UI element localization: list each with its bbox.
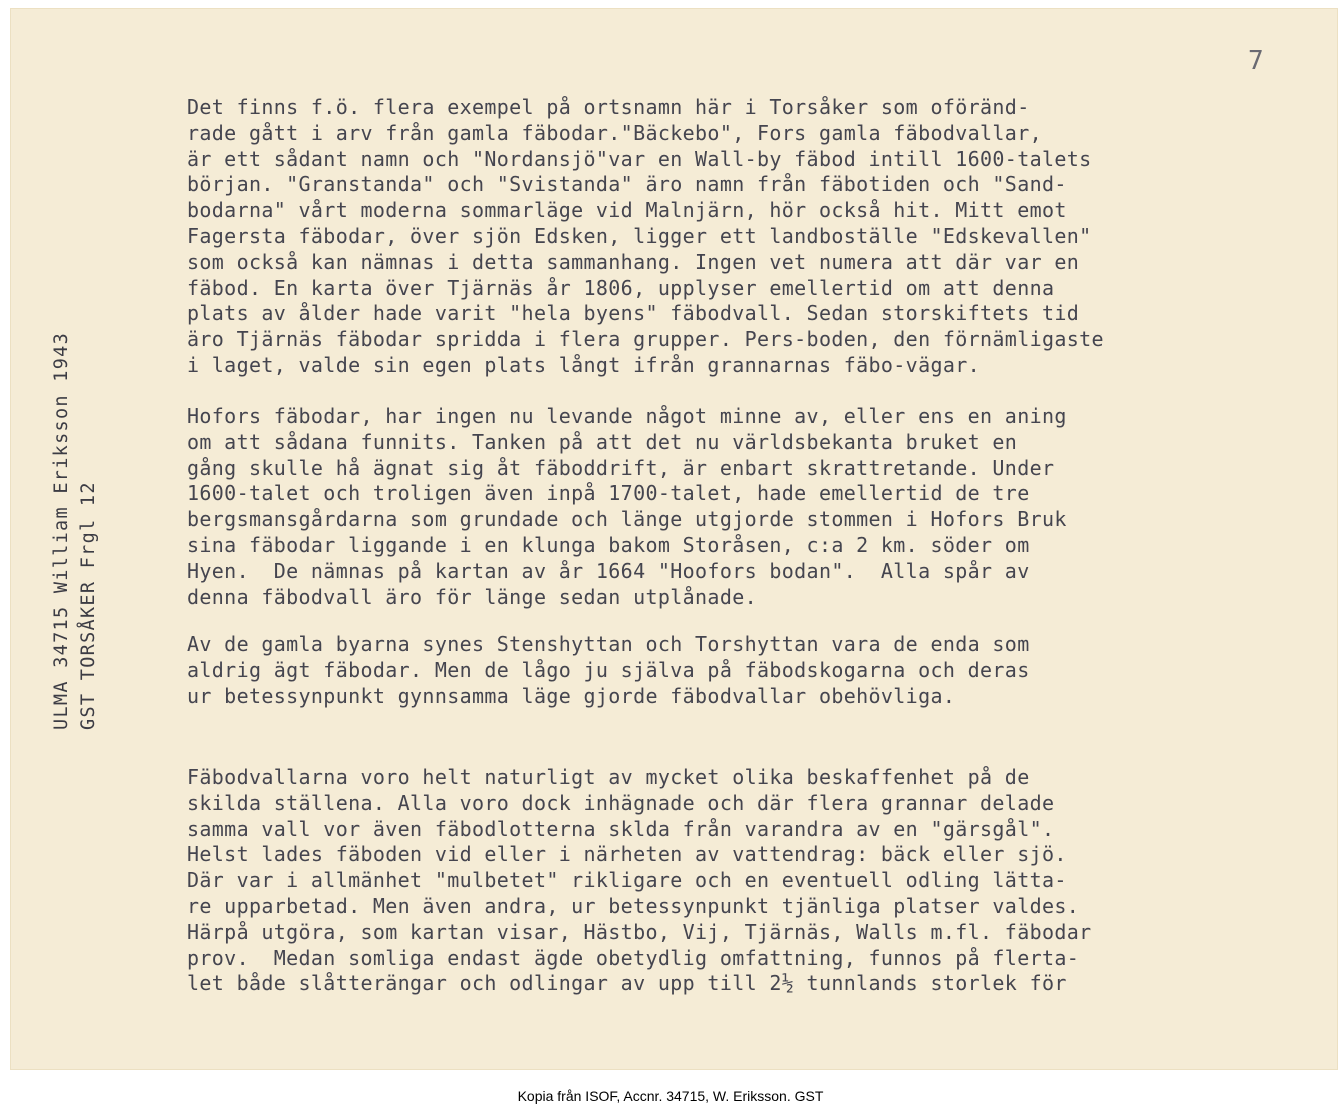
text-line: ur betessynpunkt gynnsamma läge gjorde fäbodvallar obehövliga. [187,683,956,708]
text-line: gång skulle hå ägnat sig åt fäboddrift, är enbart skrattretande. Under [187,455,1055,480]
text-line: plats av ålder hade varit "hela byens" fäbodvall. Sedan storskiftets tid [187,301,1080,326]
paragraph-1 [187,95,1104,379]
text-line: rade gått i arv från gamla fäbodar."Bäckebo", Fors gamla fäbodvallar, [187,120,1042,145]
paragraph-2 [187,404,1067,610]
paragraph-3 [187,632,1030,709]
text-line: Härpå utgöra, som kartan visar, Hästbo, Vij, Tjärnäs, Walls m.fl. fäbodar [187,919,1092,944]
text-line: är ett sådant namn och "Nordansjö"var en Wall-by fäbod intill 1600-talets [187,146,1092,171]
archive-caption-line-1: ULMA 34715 William Eriksson 1943 [51,331,72,730]
text-line: bodarna" vårt moderna sommarläge vid Malnjärn, hör också hit. Mitt emot [187,198,1067,223]
text-line: Det finns f.ö. flera exempel på ortsnamn här i Torsåker som oföränd- [187,95,1030,119]
text-line: början. "Granstanda" och "Svistanda" äro namn från fäbotiden och "Sand- [187,172,1067,197]
text-line: äro Tjärnäs fäbodar spridda i flera grupper. Pers-boden, den förnämligaste [187,327,1104,352]
text-line: skilda ställena. Alla voro dock inhägnade och där flera grannar delade [187,790,1055,815]
text-line: Hofors fäbodar, har ingen nu levande något minne av, eller ens en aning [187,404,1067,428]
text-line: let både slåtterängar och odlingar av upp till 2½ tunnlands storlek för [187,971,1067,996]
archive-footer: Kopia från ISOF, Accnr. 34715, W. Eriksson. GST [517,1088,824,1104]
text-line: samma vall vor även fäbodlotterna sklda från varandra av en "gärsgål". [187,816,1055,841]
text-line: som också kan nämnas i detta sammanhang. Ingen vet numera att där var en [187,249,1080,274]
text-line: bergsmansgårdarna som grundade och länge utgjorde stommen i Hofors Bruk [187,507,1067,532]
text-line: denna fäbodvall äro för länge sedan utplånade. [187,584,757,609]
text-line: aldrig ägt fäbodar. Men de lågo ju själva på fäbodskogarna och deras [187,657,1030,682]
text-line: sina fäbodar liggande i en klunga bakom Storåsen, c:a 2 km. söder om [187,532,1030,557]
text-line: i laget, valde sin egen plats långt ifrån grannarnas fäbo-vägar. [187,352,981,377]
text-line: prov. Medan somliga endast ägde obetydlig omfattning, funnos på flerta- [187,945,1080,970]
page-number: 7 [1248,46,1265,76]
text-line: 1600-talet och troligen även inpå 1700-talet, hade emellertid de tre [187,481,1030,506]
text-line: Hyen. De nämnas på kartan av år 1664 "Hoofors bodan". Alla spår av [187,558,1030,583]
text-line: fäbod. En karta över Tjärnäs år 1806, upplyser emellertid om att denna [187,275,1055,300]
text-line: Fagersta fäbodar, över sjön Edsken, ligger ett landboställe "Edskevallen" [187,223,1092,248]
paragraph-4 [187,765,1092,997]
text-line: Där var i allmänhet "mulbetet" rikligare och en eventuell odling lätta- [187,868,1067,893]
text-line: Helst lades fäboden vid eller i närheten av vattendrag: bäck eller sjö. [187,842,1067,867]
document-sheet [10,8,1338,1070]
text-line: Fäbodvallarna voro helt naturligt av mycket olika beskaffenhet på de [187,765,1030,789]
text-line: om att sådana funnits. Tanken på att det nu världsbekanta bruket en [187,429,1018,454]
archive-caption-line-2: GST TORSÅKER Frgl 12 [78,481,99,730]
text-line: Av de gamla byarna synes Stenshyttan och Torshyttan vara de enda som [187,632,1030,656]
text-line: re upparbetad. Men även andra, ur betessynpunkt tjänliga platser valdes. [187,893,1080,918]
